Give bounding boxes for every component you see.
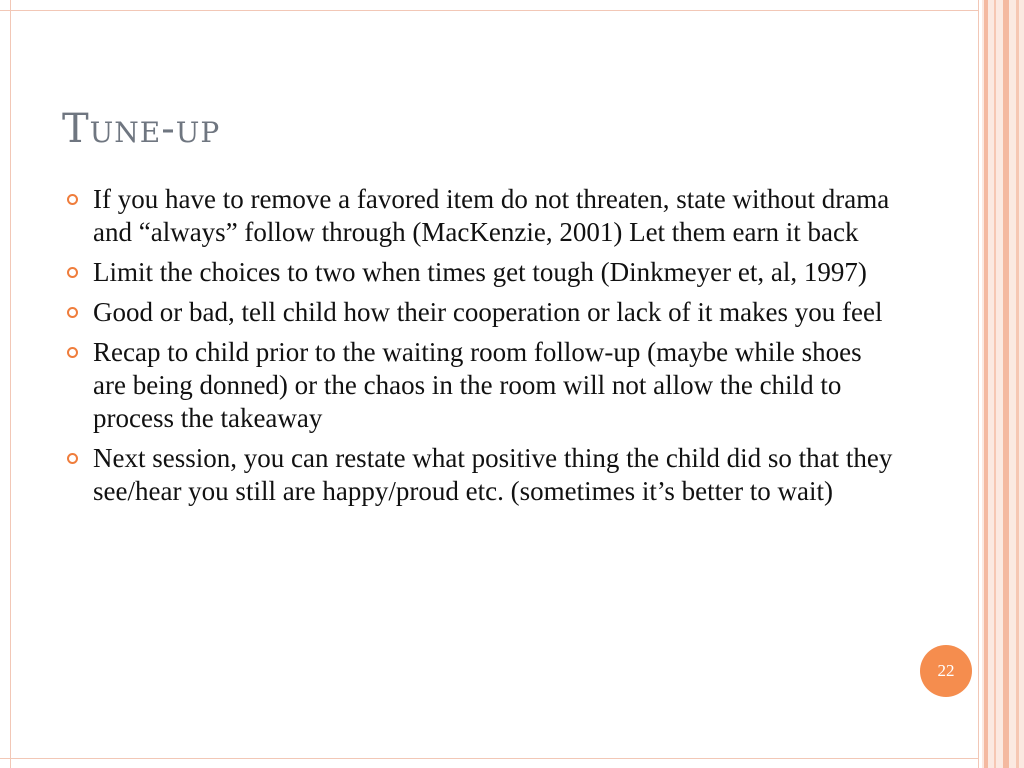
- bullet-circle-icon: [67, 307, 78, 318]
- bullet-text: Good or bad, tell child how their cooperation or lack of it makes you feel: [93, 297, 883, 327]
- bullet-item: [66, 442, 896, 508]
- decorative-stripe: [984, 0, 988, 768]
- bullet-item: [66, 336, 896, 435]
- frame-bottom-line: [0, 758, 978, 759]
- page-number: 22: [937, 661, 955, 680]
- frame-left-line: [10, 0, 11, 768]
- bullet-item: [66, 296, 896, 329]
- frame-right-line: [978, 0, 979, 768]
- bullet-list: [66, 183, 896, 515]
- decorative-stripe: [1003, 0, 1009, 768]
- bullet-circle-icon: [67, 267, 78, 278]
- bullet-circle-icon: [67, 453, 78, 464]
- bullet-circle-icon: [67, 347, 78, 358]
- frame-top-line: [0, 10, 978, 11]
- decorative-stripe: [1016, 0, 1019, 768]
- bullet-text: Limit the choices to two when times get tough (Dinkmeyer et, al, 1997): [93, 257, 867, 287]
- slide-title: Tune-up: [62, 106, 221, 152]
- decorative-stripe: [994, 0, 996, 768]
- bullet-circle-icon: [67, 194, 78, 205]
- bullet-item: [66, 183, 896, 249]
- bullet-text: Next session, you can restate what positive thing the child did so that they see/hear you still are happy/proud etc. (sometimes it’s better to wait): [93, 443, 893, 506]
- bullet-text: Recap to child prior to the waiting room follow-up (maybe while shoes are being donned) or the chaos in the room will not allow the child to process the takeaway: [93, 337, 862, 433]
- bullet-item: [66, 256, 896, 289]
- page-number-badge: [920, 645, 972, 697]
- bullet-text: If you have to remove a favored item do not threaten, state without drama and “always” follow through (MacKenzie, 2001) Let them earn it back: [93, 184, 890, 247]
